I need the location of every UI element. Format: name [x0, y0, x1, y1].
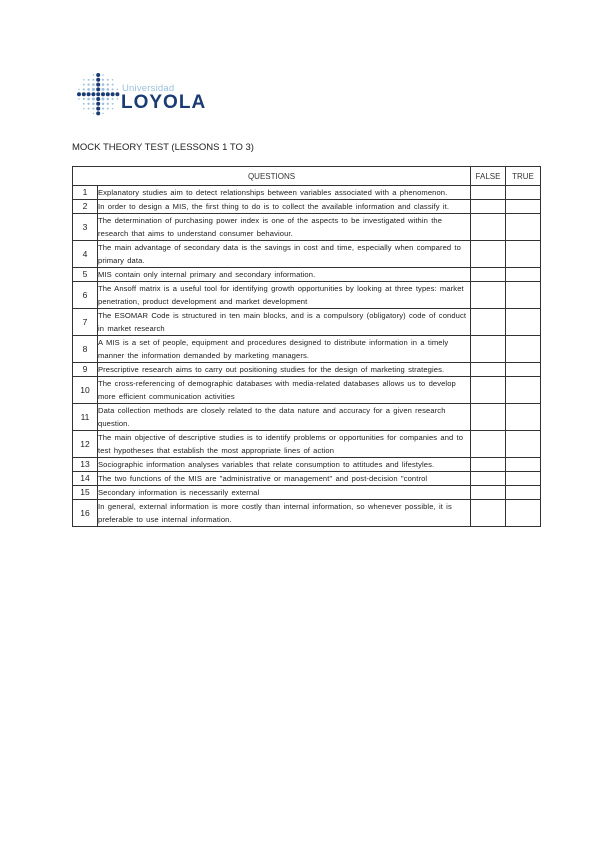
false-answer-cell[interactable] — [471, 404, 506, 431]
table-row — [73, 241, 541, 268]
logo-loyola-word: LOYOLA — [121, 92, 207, 113]
question-number: 11 — [73, 404, 98, 431]
table-row — [73, 214, 541, 241]
true-answer-cell[interactable] — [506, 214, 541, 241]
true-answer-cell[interactable] — [506, 404, 541, 431]
document-title: MOCK THEORY TEST (LESSONS 1 TO 3) — [72, 142, 254, 153]
true-answer-cell[interactable] — [506, 336, 541, 363]
true-answer-cell[interactable] — [506, 431, 541, 458]
table-row — [73, 200, 541, 214]
table-row — [73, 186, 541, 200]
question-number: 9 — [73, 363, 98, 377]
false-answer-cell[interactable] — [471, 363, 506, 377]
table-row — [73, 486, 541, 500]
table-row — [73, 309, 541, 336]
question-text: The cross-referencing of demographic databases with media-related databases allows us to develop more efficient communication activities — [98, 377, 471, 404]
question-text: The main advantage of secondary data is the savings in cost and time, especially when compared to primary data. — [98, 241, 471, 268]
table-row — [73, 363, 541, 377]
true-answer-cell[interactable] — [506, 500, 541, 527]
question-text: In general, external information is more costly than internal information, so whenever possible, it is preferable to use internal information. — [98, 500, 471, 527]
true-answer-cell[interactable] — [506, 377, 541, 404]
question-text: Secondary information is necessarily external — [98, 486, 471, 500]
table-row — [73, 268, 541, 282]
question-text: A MIS is a set of people, equipment and procedures designed to distribute information in a timely manner the information demanded by marketing managers. — [98, 336, 471, 363]
question-number: 2 — [73, 200, 98, 214]
false-answer-cell[interactable] — [471, 200, 506, 214]
question-number: 4 — [73, 241, 98, 268]
question-text: MIS contain only internal primary and secondary information. — [98, 268, 471, 282]
true-answer-cell[interactable] — [506, 309, 541, 336]
question-number: 3 — [73, 214, 98, 241]
question-number: 16 — [73, 500, 98, 527]
question-number: 13 — [73, 458, 98, 472]
questions-header: QUESTIONS — [73, 167, 471, 186]
table-row — [73, 404, 541, 431]
true-answer-cell[interactable] — [506, 241, 541, 268]
question-text: Prescriptive research aims to carry out positioning studies for the design of marketing strategies. — [98, 363, 471, 377]
true-answer-cell[interactable] — [506, 268, 541, 282]
question-text: In order to design a MIS, the first thing to do is to collect the available information and classify it. — [98, 200, 471, 214]
question-text: Explanatory studies aim to detect relationships between variables associated with a phenomenon. — [98, 186, 471, 200]
true-answer-cell[interactable] — [506, 472, 541, 486]
true-answer-cell[interactable] — [506, 282, 541, 309]
true-answer-cell[interactable] — [506, 458, 541, 472]
false-answer-cell[interactable] — [471, 282, 506, 309]
false-answer-cell[interactable] — [471, 458, 506, 472]
question-text: The Ansoff matrix is a useful tool for identifying growth opportunities by looking at three types: market penetration, product development and market development — [98, 282, 471, 309]
false-answer-cell[interactable] — [471, 214, 506, 241]
table-header-row — [73, 167, 541, 186]
question-text: The two functions of the MIS are "administrative or management" and post-decision "control — [98, 472, 471, 486]
false-answer-cell[interactable] — [471, 431, 506, 458]
table-row — [73, 431, 541, 458]
question-number: 10 — [73, 377, 98, 404]
false-answer-cell[interactable] — [471, 486, 506, 500]
false-answer-cell[interactable] — [471, 377, 506, 404]
question-number: 15 — [73, 486, 98, 500]
question-number: 6 — [73, 282, 98, 309]
question-number: 8 — [73, 336, 98, 363]
table-row — [73, 500, 541, 527]
false-answer-cell[interactable] — [471, 241, 506, 268]
question-number: 7 — [73, 309, 98, 336]
university-logo — [76, 72, 226, 118]
true-answer-cell[interactable] — [506, 186, 541, 200]
false-answer-cell[interactable] — [471, 500, 506, 527]
table-row — [73, 336, 541, 363]
question-number: 14 — [73, 472, 98, 486]
false-answer-cell[interactable] — [471, 268, 506, 282]
true-answer-cell[interactable] — [506, 486, 541, 500]
question-number: 1 — [73, 186, 98, 200]
false-answer-cell[interactable] — [471, 186, 506, 200]
false-answer-cell[interactable] — [471, 472, 506, 486]
questions-table — [72, 166, 541, 527]
question-text: The ESOMAR Code is structured in ten main blocks, and is a compulsory (obligatory) code of conduct in market research — [98, 309, 471, 336]
true-answer-cell[interactable] — [506, 363, 541, 377]
question-number: 5 — [73, 268, 98, 282]
question-text: The main objective of descriptive studies is to identify problems or opportunities for companies and to test hypotheses that establish the most appropriate lines of action — [98, 431, 471, 458]
question-text: Sociographic information analyses variables that relate consumption to attitudes and lifestyles. — [98, 458, 471, 472]
logo-dots-cross-icon — [76, 72, 120, 116]
table-row — [73, 458, 541, 472]
false-header: FALSE — [471, 167, 506, 186]
true-header: TRUE — [506, 167, 541, 186]
logo-university-word: Universidad — [122, 83, 175, 94]
false-answer-cell[interactable] — [471, 309, 506, 336]
false-answer-cell[interactable] — [471, 336, 506, 363]
table-row — [73, 282, 541, 309]
table-row — [73, 472, 541, 486]
true-answer-cell[interactable] — [506, 200, 541, 214]
question-number: 12 — [73, 431, 98, 458]
table-row — [73, 377, 541, 404]
question-text: Data collection methods are closely related to the data nature and accuracy for a given research question. — [98, 404, 471, 431]
question-text: The determination of purchasing power index is one of the aspects to be investigated within the research that aims to understand consumer behaviour. — [98, 214, 471, 241]
